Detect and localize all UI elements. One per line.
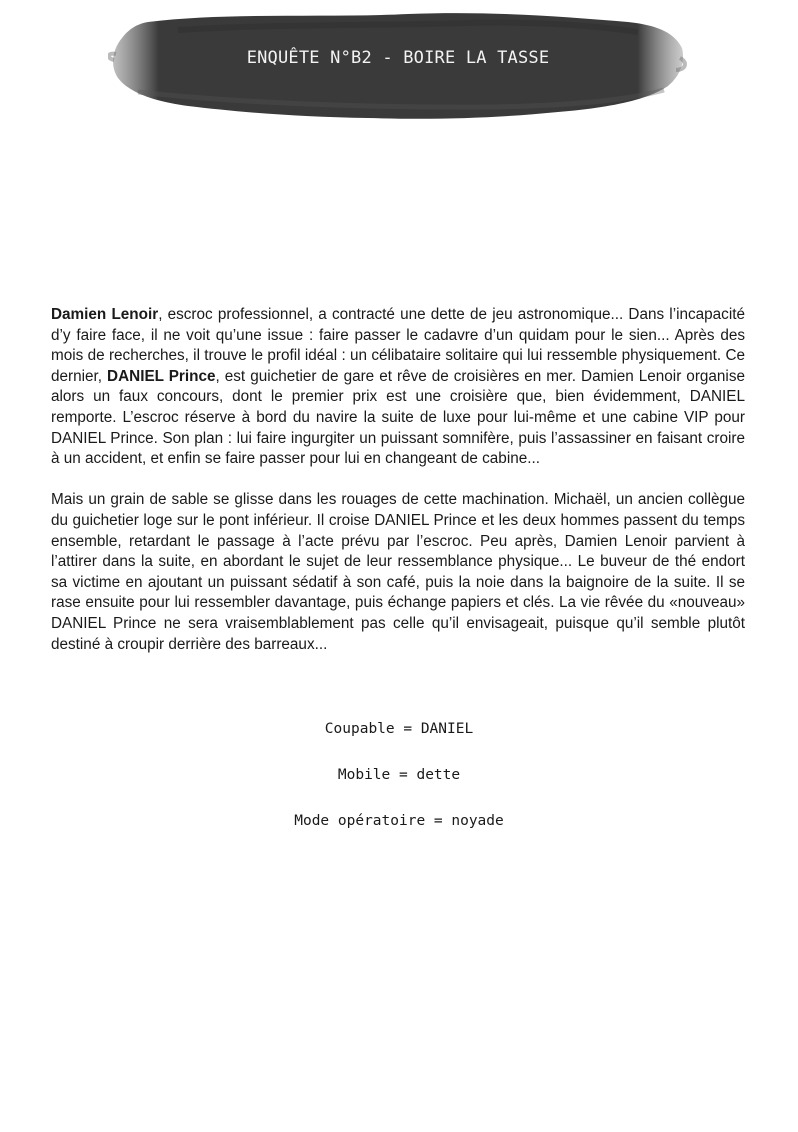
paragraph-text: , est guichetier de gare et rêve de croisières en mer. Damien Lenoir organise alors un faux concours, dont le premier prix est une croisière que, bien évidemment, DANIEL remporte. L’escroc réserve à bord du navire la suite de luxe pour lui-même et une cabine VIP pour DANIEL Prince. Son plan : lui faire ingurgiter un puissant somnifère, puis l’assassiner en faisant croire à un accident, et enfin se faire passer pour lui en changeant de cabine... [51, 367, 745, 468]
story-paragraph: Mais un grain de sable se glisse dans les rouages de cette machination. Michaël, un ancien collègue du guichetier loge sur le pont inférieur. Il croise DANIEL Prince et les deux hommes passent du temps ensemble, retardant le passage à l’acte prévu par l’escroc. Peu après, Damien Lenoir parvient à l’attirer dans la suite, en abordant le sujet de leur ressemblance physique... Le buveur de thé endort sa victime en ajoutant un puissant sédatif à son café, puis la noie dans la baignoire de la suite. Il se rase ensuite pour lui ressembler davantage, puis échange papiers et clés. La vie rêvée du «nouveau» DANIEL Prince ne sera vraisemblablement pas celle qu’il envisageait, puisque qu’il semble plutôt destiné à croupir derrière des barreaux... [51, 491, 745, 653]
page-title: ENQUÊTE N°B2 - BOIRE LA TASSE [246, 48, 550, 68]
verdict-culprit: Coupable = DANIEL [324, 721, 474, 737]
story-text [51, 305, 745, 676]
paragraph-text: , escroc professionnel, a contracté une dette de jeu astronomique... Dans l’incapacité d’y faire face, il ne voit qu’une issue : faire passer le cadavre d’un quidam pour le sien... Après des mois de recherches, il trouve le profil idéal : un célibataire solitaire qui lui ressemble physiquement. Ce dernier, [51, 306, 745, 385]
character-name: Damien Lenoir [51, 306, 159, 323]
character-name: DANIEL Prince [107, 367, 216, 385]
title-banner [108, 8, 688, 126]
story-paragraph [51, 305, 745, 470]
verdict-motive: Mobile = dette [337, 767, 461, 783]
verdict-method: Mode opératoire = noyade [294, 813, 504, 829]
